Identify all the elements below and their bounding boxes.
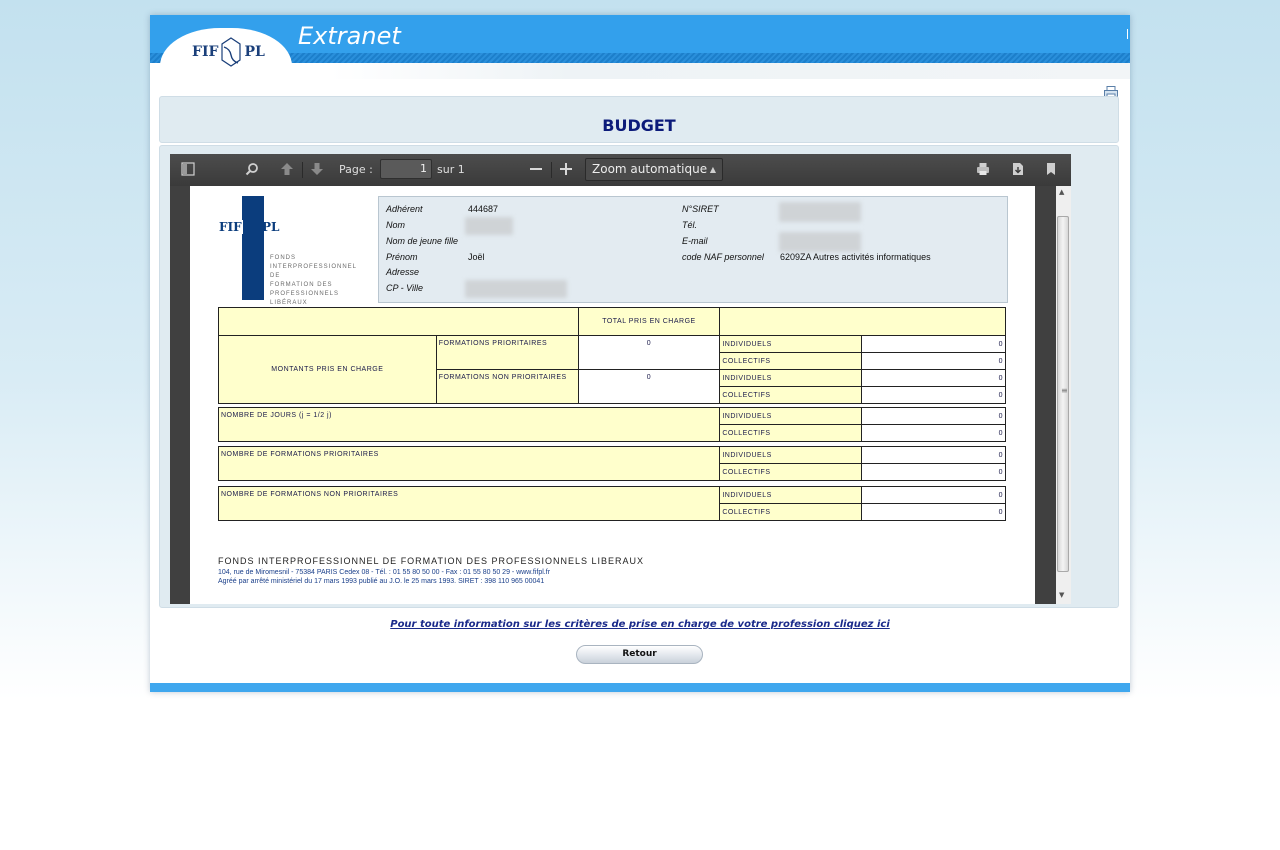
fifpl-logo[interactable] — [192, 37, 265, 67]
page-total: sur 1 — [437, 163, 465, 176]
back-button[interactable]: Retour — [576, 645, 703, 664]
doc-logo-left: FIF — [219, 220, 242, 234]
header-underband — [150, 63, 1130, 79]
formations-non-prio-table — [218, 486, 1006, 521]
nom-jeune-fille-label: Nom de jeune fille — [386, 236, 459, 246]
table-cell — [219, 308, 579, 336]
app-title: Extranet — [298, 22, 401, 50]
nb-formations-non-prio-label: NOMBRE DE FORMATIONS NON PRIORITAIRES — [219, 487, 720, 521]
formations-non-prioritaires-label: FORMATIONS NON PRIORITAIRES — [436, 370, 578, 404]
banner-divider — [1127, 29, 1128, 39]
footer-bar — [150, 683, 1130, 692]
print-icon[interactable] — [976, 162, 990, 176]
cp-ville-label: CP - Ville — [386, 283, 424, 293]
scroll-up-icon[interactable]: ▲ — [1059, 188, 1065, 196]
collectifs-label: COLLECTIFS — [720, 464, 862, 481]
viewer-panel — [159, 145, 1119, 608]
value-cell: 0 — [862, 487, 1006, 504]
formations-prio-table — [218, 446, 1006, 481]
collectifs-label: COLLECTIFS — [720, 353, 862, 370]
total-prioritaires: 0 — [578, 336, 720, 370]
redacted-siret — [779, 202, 861, 222]
email-label: E-mail — [682, 236, 708, 246]
collectifs-label: COLLECTIFS — [720, 387, 862, 404]
page-number-input[interactable]: 1 — [380, 159, 432, 179]
collectifs-label: COLLECTIFS — [720, 425, 862, 442]
download-icon[interactable] — [1011, 162, 1025, 176]
logo-bar — [242, 196, 264, 300]
select-arrows-icon: ▲ — [709, 165, 716, 174]
formations-prioritaires-label: FORMATIONS PRIORITAIRES — [436, 336, 578, 370]
org-address: 104, rue de Miromesnil - 75384 PARIS Cedex 08 - Tél. : 01 55 80 50 00 - Fax : 01 55 80 50 29 - www.fifpl.fr — [218, 569, 551, 576]
value-cell: 0 — [862, 504, 1006, 521]
zoom-select-value: Zoom automatique — [592, 162, 708, 176]
adherent-value: 444687 — [468, 204, 499, 214]
redacted-email — [779, 232, 861, 252]
sidebar-toggle-icon[interactable] — [181, 162, 195, 176]
pdf-viewer — [170, 154, 1071, 604]
montants-label: MONTANTS PRIS EN CHARGE — [219, 336, 437, 404]
individuels-label: INDIVIDUELS — [720, 447, 862, 464]
toolbar-divider — [302, 162, 303, 178]
value-cell: 0 — [862, 387, 1006, 404]
value-cell: 0 — [862, 370, 1006, 387]
fifpl-document-logo — [218, 196, 368, 306]
logo-bird-icon — [220, 37, 242, 67]
scroll-grip-icon: ≡ — [1061, 386, 1068, 395]
logo-caption — [270, 254, 368, 308]
logo-caption-line: LIBÉRAUX — [270, 300, 308, 306]
criteria-info-link[interactable]: Pour toute information sur les critères de prise en charge de votre profession cliquez ici — [390, 619, 890, 630]
document-area[interactable] — [170, 186, 1056, 604]
value-cell: 0 — [862, 464, 1006, 481]
individuels-label: INDIVIDUELS — [720, 370, 862, 387]
zoom-out-icon[interactable] — [529, 162, 543, 176]
member-info-box — [378, 196, 1008, 303]
total-header: TOTAL PRIS EN CHARGE — [578, 308, 720, 336]
org-name: FONDS INTERPROFESSIONNEL DE FORMATION DES PROFESSIONNELS LIBERAUX — [218, 556, 645, 566]
zoom-in-icon[interactable] — [559, 162, 573, 176]
nb-jours-label: NOMBRE DE JOURS (j = 1/2 j) — [219, 408, 720, 442]
scrollbar-thumb[interactable] — [1057, 216, 1069, 572]
org-agreement: Agréé par arrêté ministériel du 17 mars 1993 publié au J.O. le 25 mars 1993. SIRET : 398 110 965 00041 — [218, 578, 545, 585]
toolbar-divider — [551, 162, 552, 178]
table-cell — [720, 308, 1006, 336]
naf-value: 6209ZA Autres activités informatiques — [780, 252, 931, 262]
vertical-scrollbar[interactable] — [1056, 186, 1071, 604]
logo-text-right: PL — [244, 44, 265, 60]
next-page-icon[interactable] — [310, 162, 324, 176]
total-non-prioritaires: 0 — [578, 370, 720, 404]
logo-caption-line: INTERPROFESSIONNEL DE — [270, 264, 357, 279]
value-cell: 0 — [862, 353, 1006, 370]
search-icon[interactable] — [245, 162, 259, 176]
individuels-label: INDIVIDUELS — [720, 336, 862, 353]
previous-page-icon[interactable] — [280, 162, 294, 176]
logo-caption-line: FORMATION DES — [270, 282, 333, 288]
bookmark-icon[interactable] — [1044, 162, 1058, 176]
zoom-select[interactable] — [585, 158, 723, 181]
siret-label: N°SIRET — [682, 204, 719, 214]
title-panel — [159, 96, 1119, 143]
adherent-label: Adhérent — [386, 204, 423, 214]
montants-table — [218, 307, 1006, 404]
pdf-page — [190, 186, 1035, 604]
value-cell: 0 — [862, 336, 1006, 353]
scroll-down-icon[interactable]: ▼ — [1059, 591, 1065, 599]
jours-table — [218, 407, 1006, 442]
adresse-label: Adresse — [386, 267, 420, 277]
nom-label: Nom — [386, 220, 406, 230]
prenom-label: Prénom — [386, 252, 418, 262]
naf-label: code NAF personnel — [682, 252, 764, 262]
collectifs-label: COLLECTIFS — [720, 504, 862, 521]
banner-stripe — [150, 53, 1130, 63]
doc-logo-right: PL — [262, 220, 280, 234]
value-cell: 0 — [862, 447, 1006, 464]
redacted-cp-ville — [465, 280, 567, 298]
pdf-toolbar — [170, 154, 1071, 186]
prenom-value: Joël — [468, 252, 485, 262]
individuels-label: INDIVIDUELS — [720, 408, 862, 425]
redacted-nom — [465, 217, 513, 235]
individuels-label: INDIVIDUELS — [720, 487, 862, 504]
app-window — [150, 15, 1130, 692]
logo-text-left: FIF — [192, 44, 219, 60]
page-label: Page : — [339, 163, 373, 176]
value-cell: 0 — [862, 425, 1006, 442]
logo-caption-line: FONDS — [270, 255, 296, 261]
value-cell: 0 — [862, 408, 1006, 425]
tel-label: Tél. — [682, 220, 698, 230]
logo-caption-line: PROFESSIONNELS — [270, 291, 340, 297]
page-title: BUDGET — [602, 116, 676, 135]
nb-formations-prio-label: NOMBRE DE FORMATIONS PRIORITAIRES — [219, 447, 720, 481]
header-banner — [150, 15, 1130, 63]
